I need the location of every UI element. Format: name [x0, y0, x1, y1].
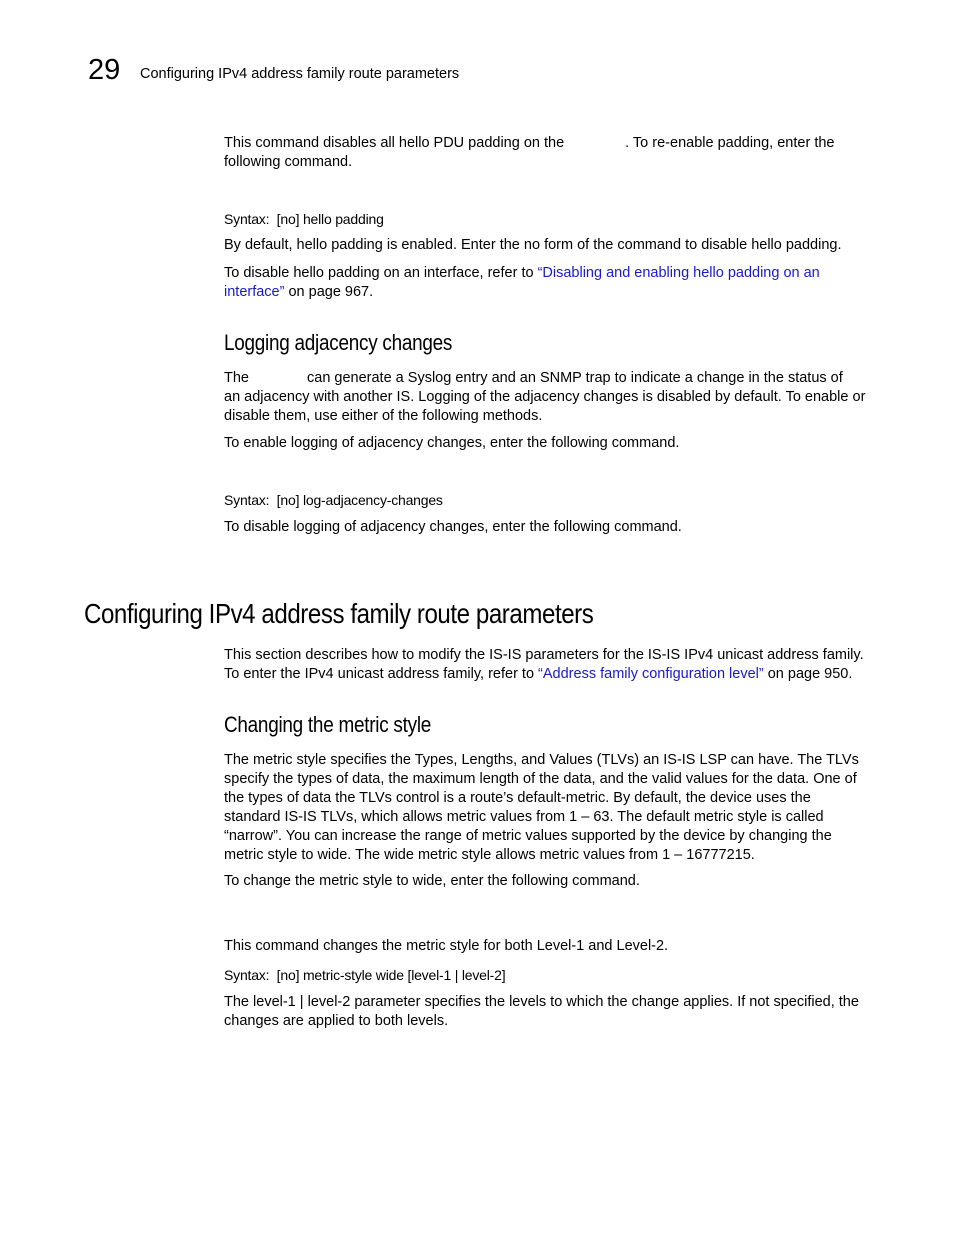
- chapter-title: Configuring IPv4 address family route parameters: [140, 66, 460, 82]
- chapter-number: 29: [88, 54, 121, 86]
- syntax-metric-style: Syntax: [no] metric-style wide [level-1 | level-2]: [224, 967, 506, 983]
- hello-padding-paragraph-3: To disable hello padding on an interface, refer to “Disabling and enabling hello padding on an interface” on page 967.: [224, 265, 820, 300]
- heading-changing-metric-style: Changing the metric style: [224, 712, 432, 737]
- logging-paragraph-3: To disable logging of adjacency changes, enter the following command.: [224, 519, 682, 535]
- hello-padding-paragraph-1: This command disables all hello PDU padding on the . To re-enable padding, enter the following command.: [224, 135, 835, 170]
- metric-style-paragraph-4: The level-1 | level-2 parameter specifies the levels to which the change applies. If not specified, the changes are applied to both levels.: [224, 994, 859, 1029]
- logging-paragraph-1: The can generate a Syslog entry and an SNMP trap to indicate a change in the status of an adjacency with another IS. Logging of the adjacency changes is disabled by default. To enable or disable them, use either of the following methods.: [224, 370, 866, 424]
- logging-paragraph-2: To enable logging of adjacency changes, enter the following command.: [224, 435, 680, 451]
- heading-configuring-ipv4: Configuring IPv4 address family route parameters: [84, 598, 594, 629]
- no-keyword: no: [523, 237, 541, 253]
- metric-style-paragraph-2: To change the metric style to wide, enter the following command.: [224, 873, 640, 889]
- syntax-log-adjacency-changes: Syntax: [no] log-adjacency-changes: [224, 492, 443, 508]
- address-family-link[interactable]: “Address family configuration level”: [538, 666, 764, 682]
- metric-style-paragraph-1: The metric style specifies the Types, Lengths, and Values (TLVs) an IS-IS LSP can have. The TLVs specify the types of data, the maximum length of the data, and the valid values for the data. One of the types of data the TLVs control is a route’s default-metric. By default, the device uses the standard IS-IS TLVs, which allows metric values from 1 – 63. The default metric style is called “narrow”. You can increase the range of metric values supported by the device by changing the metric style to wide. The wide metric style allows metric values from 1 – 16777215.: [224, 752, 859, 863]
- hello-padding-paragraph-2: By default, hello padding is enabled. Enter the no form of the command to disable hello padding.: [224, 237, 842, 253]
- hello-padding-link[interactable]: “Disabling and enabling hello padding on an interface”: [224, 265, 820, 300]
- metric-style-paragraph-3: This command changes the metric style for both Level-1 and Level-2.: [224, 938, 669, 954]
- ipv4-intro-paragraph: This section describes how to modify the IS-IS parameters for the IS-IS IPv4 unicast address family. To enter the IPv4 unicast address family, refer to “Address family configuration level” on page 950.: [224, 647, 864, 682]
- heading-logging-adjacency-changes: Logging adjacency changes: [224, 330, 453, 355]
- syntax-hello-padding: Syntax: [no] hello padding: [224, 211, 384, 227]
